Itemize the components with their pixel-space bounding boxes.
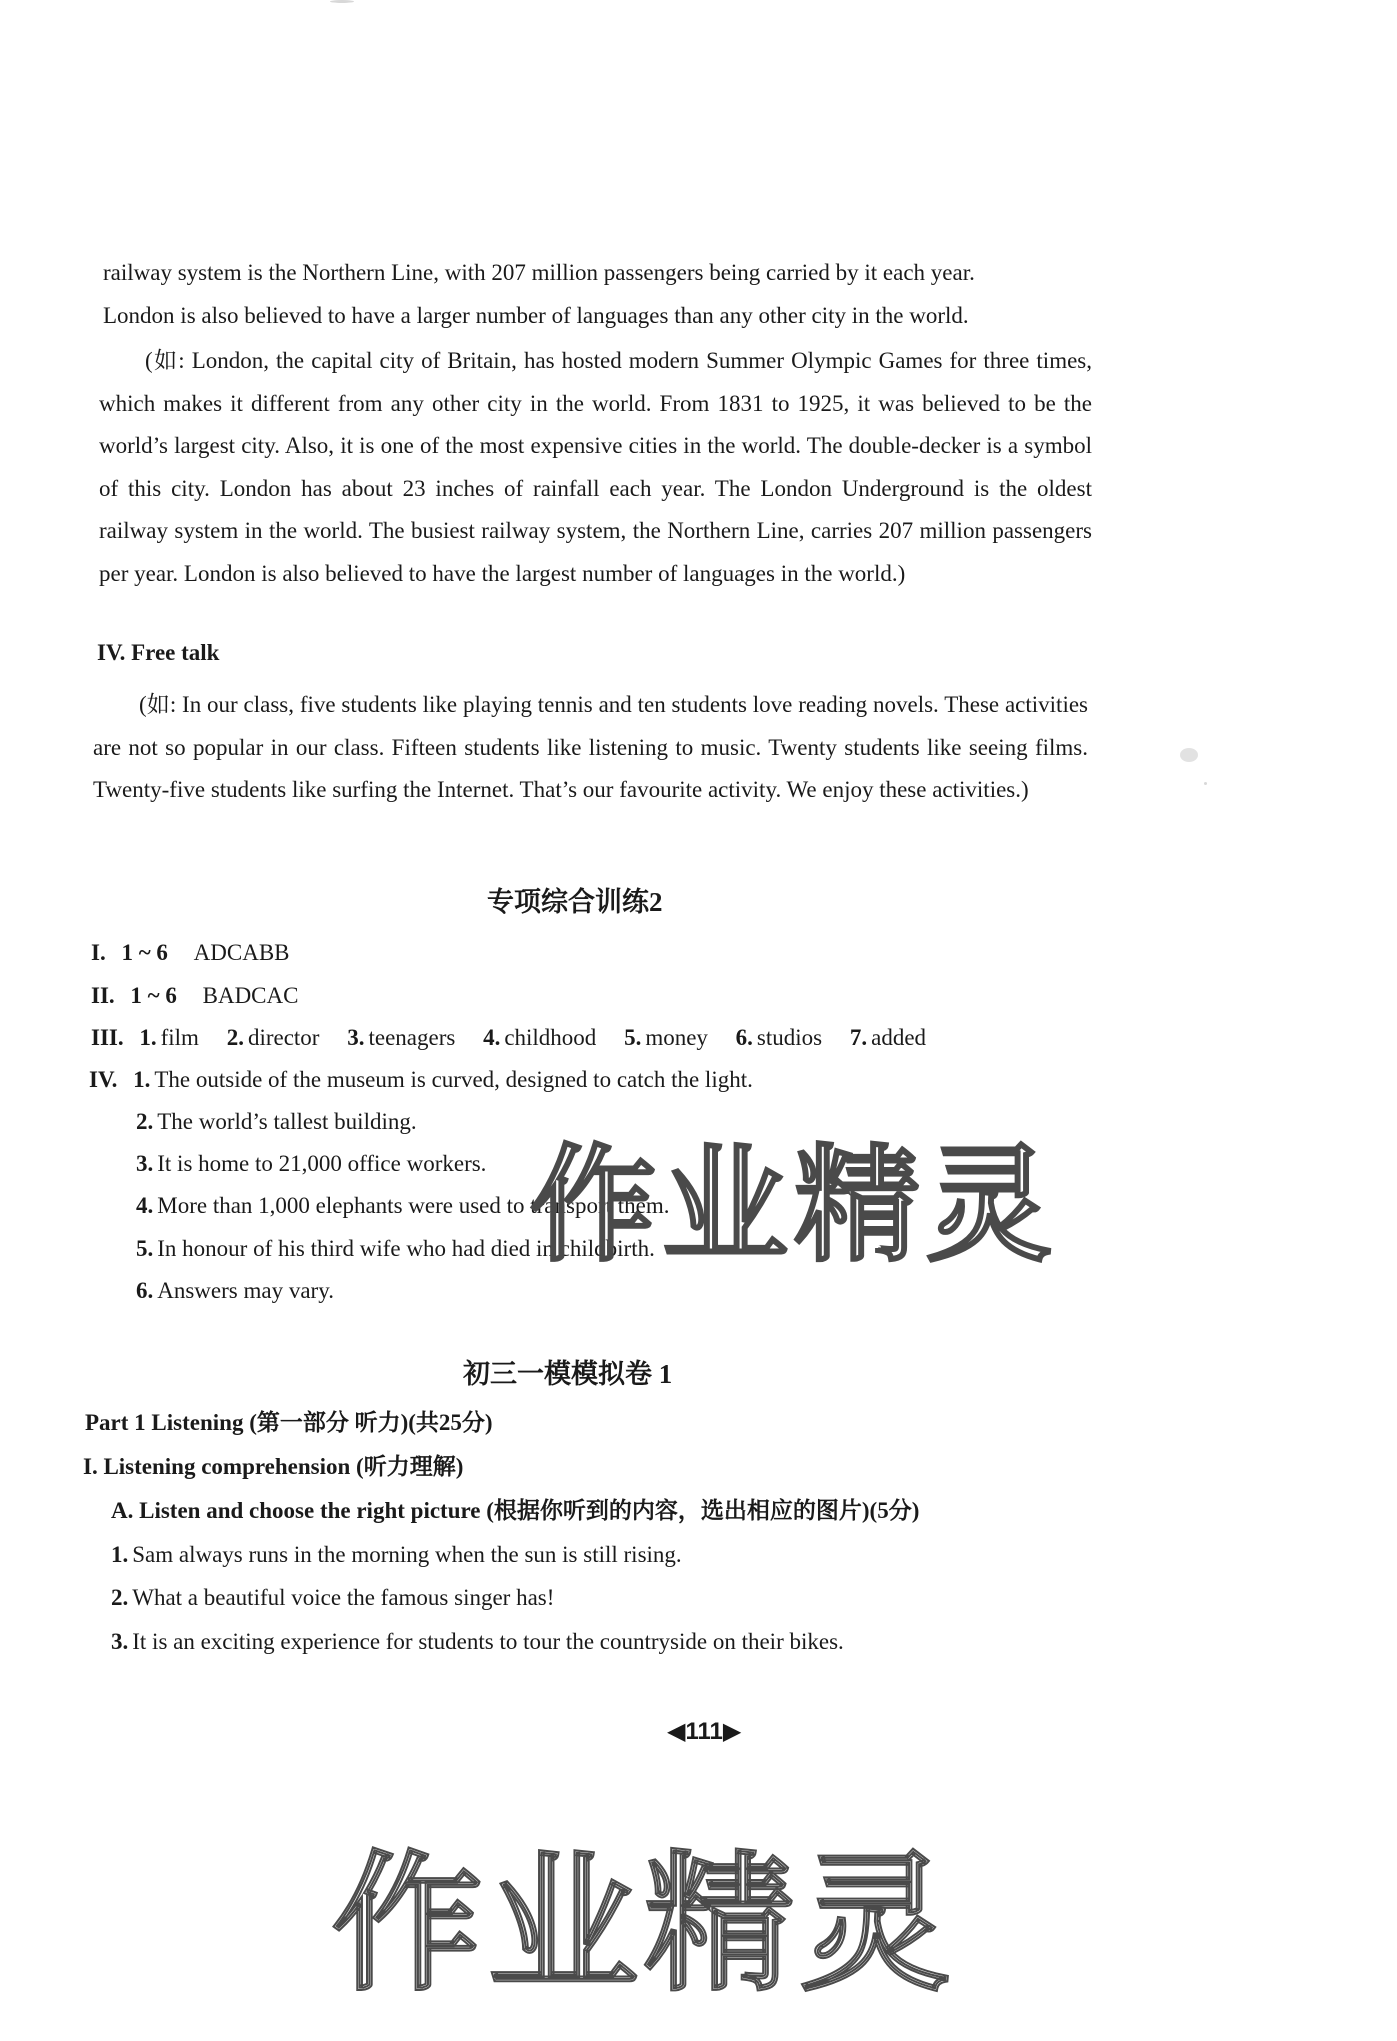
listening-item-1: 1. Sam always runs in the morning when the sun is still rising. — [111, 1542, 682, 1567]
free-talk-heading: IV. Free talk — [97, 640, 220, 665]
section-title-3: 初三一模模拟卷 1 — [463, 1359, 673, 1389]
listening-item-2: 2. What a beautiful voice the famous singer has! — [111, 1585, 555, 1610]
row-label: II. — [91, 983, 115, 1008]
scan-speck — [1180, 748, 1198, 762]
row-label: I. — [91, 940, 106, 965]
answer-row-4-item-6: 6. Answers may vary. — [136, 1278, 334, 1303]
answer-item: 3. teenagers — [347, 1025, 456, 1050]
answer-row-4-item-5: 5. In honour of his third wife who had died in childbirth. — [136, 1236, 655, 1261]
answer-item: 7. added — [849, 1025, 927, 1050]
answer-row-4-item-3: 3. It is home to 21,000 office workers. — [136, 1151, 487, 1176]
page-prev-arrow-icon: ◀ — [667, 1718, 686, 1745]
page-next-arrow-icon: ▶ — [722, 1718, 742, 1745]
part1-subheading: I. Listening comprehension (听力理解) — [83, 1454, 464, 1479]
row-range: 1 ~ 6 — [130, 983, 177, 1008]
page-number — [667, 1717, 741, 1747]
section-title-2: 专项综合训练2 — [487, 887, 663, 917]
answer-item: 1. film — [139, 1025, 199, 1050]
page-number-value: 111 — [685, 1718, 723, 1745]
row-answer: ADCABB — [193, 940, 290, 965]
part-a-heading: A. Listen and choose the right picture (根据你听到的内容，选出相应的图片)(5分) — [111, 1498, 920, 1523]
answer-row-1 — [91, 938, 290, 968]
row-range: 1 ~ 6 — [121, 940, 168, 965]
scan-speck — [330, 0, 354, 3]
watermark-text-bottom: 作业精灵 — [332, 1838, 957, 2012]
answer-item: 5. money — [624, 1025, 708, 1050]
watermark-text: 作业精灵 — [530, 1132, 1058, 1279]
answer-row-3 — [91, 1023, 948, 1053]
row-label: III. — [91, 1025, 124, 1050]
row-label: IV. — [89, 1067, 118, 1092]
answer-row-4-item-1: IV. 1. The outside of the museum is curved, designed to catch the light. — [89, 1067, 753, 1092]
listening-item-3: 3. It is an exciting experience for students to tour the countryside on their bikes. — [111, 1629, 844, 1654]
free-talk-paragraph: (如: In our class, five students like playing tennis and ten students love reading novels. These activities are not so popular in our class. Fifteen students like listening to music. Twenty students like seeing films. Twenty-five students like surfing the Internet. That’s our favourite activity. We enjoy these activities.) — [93, 692, 1088, 802]
part1-heading: Part 1 Listening (第一部分 听力)(共25分) — [85, 1410, 493, 1435]
row-answer: BADCAC — [202, 983, 299, 1008]
intro-line-2: London is also believed to have a larger number of languages than any other city in the world. — [103, 303, 969, 328]
example-paragraph: (如: London, the capital city of Britain, has hosted modern Summer Olympic Games for three times, which makes it different from any other city in the world. From 1831 to 1925, it was believed to be the world’s largest city. Also, it is one of the most expensive cities in the world. The double-decker is a symbol of this city. London has about 23 inches of rainfall each year. The London Underground is the oldest railway system in the world. The busiest railway system, the Northern Line, carries 207 million passengers per year. London is also believed to have the largest number of languages in the world.) — [99, 348, 1092, 586]
scan-speck — [1204, 782, 1207, 785]
intro-line-1: railway system is the Northern Line, with 207 million passengers being carried by it each year. — [103, 260, 975, 285]
answer-item: 6. studios — [735, 1025, 823, 1050]
answer-item: 4. childhood — [483, 1025, 597, 1050]
answer-row-4-item-2: 2. The world’s tallest building. — [136, 1109, 417, 1134]
answer-row-2 — [91, 981, 298, 1011]
answer-row-4-item-4: 4. More than 1,000 elephants were used to transport them. — [136, 1193, 670, 1218]
answer-item: 2. director — [226, 1025, 320, 1050]
